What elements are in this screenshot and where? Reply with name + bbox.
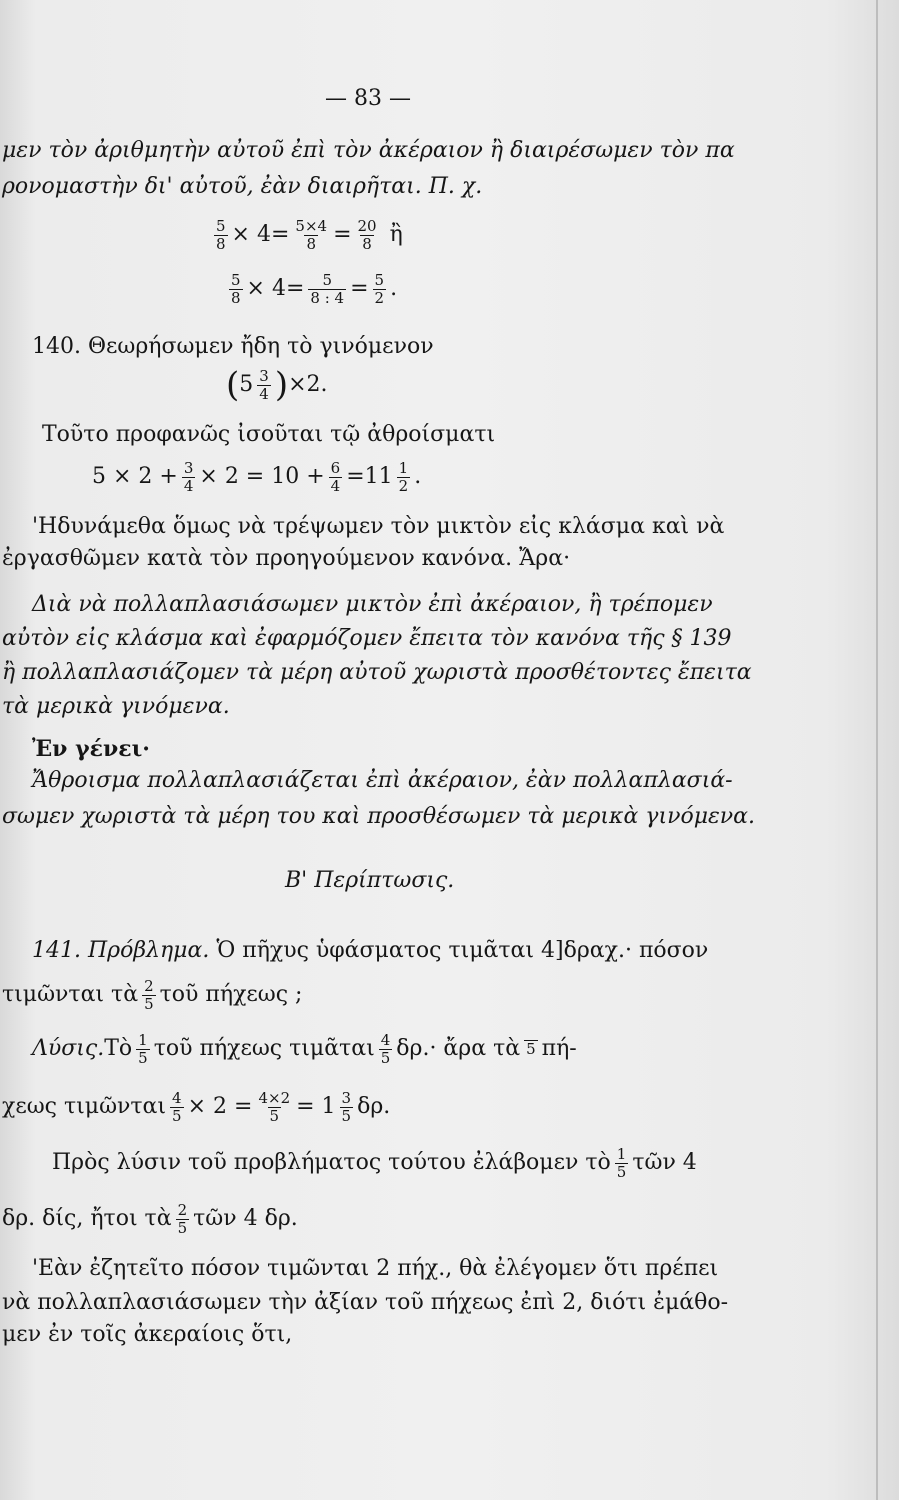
text-line: Τοῦτο προφανῶς ἰσοῦται τῷ ἀθροίσματι (42, 422, 496, 447)
text-line: τιμῶνται τὰ $\frac{2}{5}$ τοῦ πήχεως ; (2, 977, 303, 1013)
page-edge (876, 0, 878, 1500)
text-line: δρ. δίς, ἤτοι τὰ $\frac{2}{5}$ τῶν 4 δρ. (2, 1201, 298, 1237)
text-line: Διὰ νὰ πολλαπλασιάσωμεν μικτὸν ἐπὶ ἀκέραιον, ἢ τρέπομεν (32, 592, 713, 617)
equation: $\frac{5}{8}$ × 4= $\frac{5}{8 : 4}$ = $\frac{5}{2}$ . (231, 271, 398, 307)
text-line: μεν ἐν τοῖς ἀκεραίοις ὅτι, (2, 1322, 293, 1347)
equation: χεως τιμῶνται $\frac{4}{5}$ × 2 = $\frac{4\times 2}{5}$ = 1 $\frac{3}{5}$ δρ. (2, 1089, 391, 1125)
text-line: αὐτὸν εἰς κλάσμα καὶ ἐφαρμόζομεν ἔπειτα τὸν κανόνα τῆς § 139 (2, 626, 732, 651)
text-line: μεν τὸν ἀριθμητὴν αὐτοῦ ἐπὶ τὸν ἀκέραιον ἢ διαιρέσωμεν τὸν πα (2, 138, 735, 163)
section-heading: Β' Περίπτωσις. (285, 868, 455, 893)
text-line: Πρὸς λύσιν τοῦ προβλήματος τούτου ἐλάβομεν τὸ $\frac{1}{5}$ τῶν 4 (52, 1145, 697, 1181)
solution-line: Λύσις.Τὸ $\frac{1}{5}$ τοῦ πήχεως τιμᾶται $\frac{4}{5}$ δρ.· ἄρα τὰ 5 πή- (32, 1031, 577, 1067)
text-line: ρονομαστὴν δι' αὐτοῦ, ἐὰν διαιρῆται. Π. χ. (2, 174, 483, 199)
text-line: 'Εὰν ἐζητεῖτο πόσον τιμῶνται 2 πήχ., θὰ ἐλέγομεν ὅτι πρέπει (32, 1256, 719, 1281)
text-line: τὰ μερικὰ γινόμενα. (2, 694, 230, 719)
text-line: ἐργασθῶμεν κατὰ τὸν προηγούμενον κανόνα. Ἄρα· (2, 546, 571, 571)
text-line: σωμεν χωριστὰ τὰ μέρη του καὶ προσθέσωμεν τὰ μερικὰ γινόμενα. (2, 804, 756, 829)
text-line: νὰ πολλαπλασιάσωμεν τὴν ἀξίαν τοῦ πήχεως ἐπὶ 2, διότι ἐμάθο- (2, 1290, 729, 1315)
text-line: Ἄθροισμα πολλαπλασιάζεται ἐπὶ ἀκέραιον, ἐὰν πολλαπλασιά- (32, 768, 733, 793)
page-number: — 83 — (325, 86, 411, 111)
text-line: ἢ πολλαπλασιάζομεν τὰ μέρη αὐτοῦ χωριστὰ προσθέτοντες ἔπειτα (2, 660, 752, 685)
text-line: 'Ηδυνάμεθα ὅμως νὰ τρέψωμεν τὸν μικτὸν εἰς κλάσμα καὶ νὰ (32, 514, 725, 539)
paragraph-141: 141. Πρόβλημα. Ὁ πῆχυς ὑφάσματος τιμᾶται 4]δραχ.· πόσον (32, 938, 709, 963)
equation: 5 × 2 + $\frac{3}{4}$ × 2 = 10 + $\frac{6}{4}$ =11 $\frac{1}{2}$ . (92, 459, 422, 495)
equation: $\frac{5}{8}$ × 4= $\frac{5\times 4}{8}$ = $\frac{20}{8}$ ἢ (216, 217, 403, 253)
equation: (5 $\frac{3}{4}$ )×2. (226, 365, 328, 405)
paragraph-140: 140. Θεωρήσωμεν ἤδη τὸ γινόμενον (32, 334, 434, 359)
text-line: Ἐν γένει· (32, 736, 150, 762)
